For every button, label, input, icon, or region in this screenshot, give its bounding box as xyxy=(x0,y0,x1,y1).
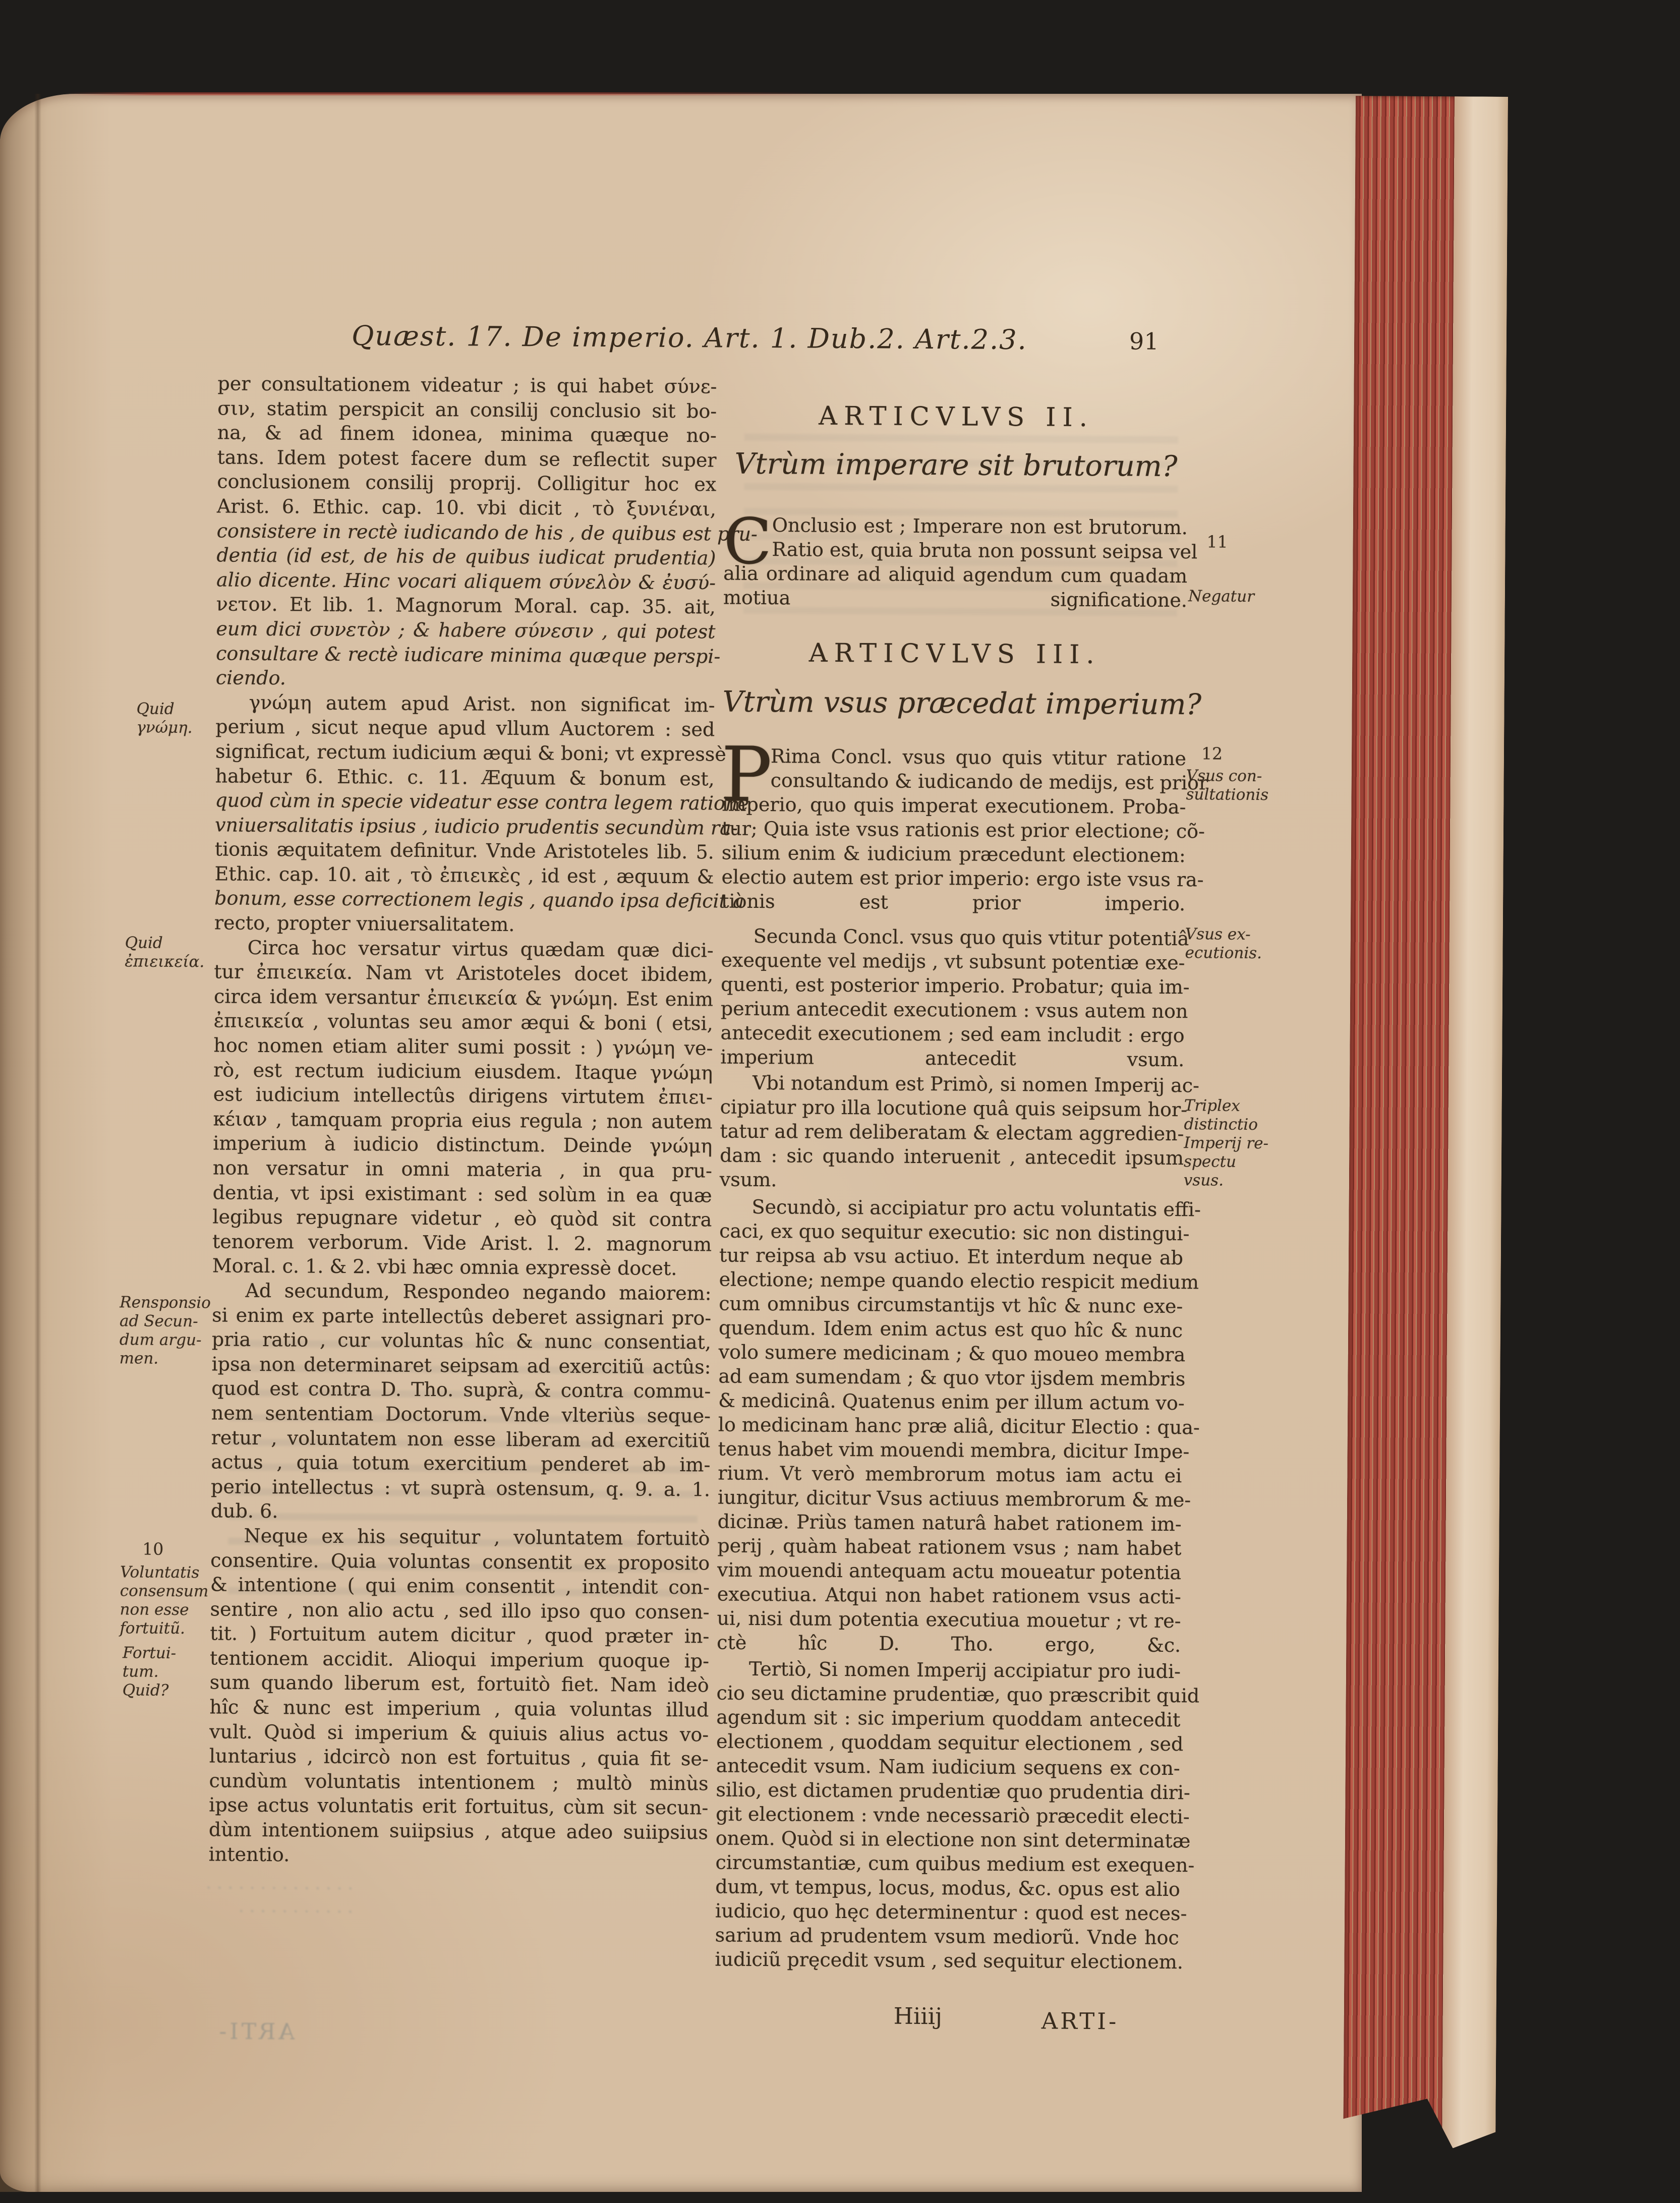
text-line: sum quando liberum est, fortuitò fiet. Nam ideò xyxy=(209,1671,709,1697)
text-line: ἐπιεικεία. xyxy=(125,952,205,971)
text-line: legibus repugnare videtur , eò quòd sit contra xyxy=(212,1205,712,1231)
text-line: Fortui- xyxy=(122,1644,177,1662)
text-line: alio dicente. Hinc vocari aliquem σύνελὸν & ἐυσύ- xyxy=(216,568,716,594)
text-line: perio intellectus : vt suprà ostensum, q. 9. a. 1. xyxy=(210,1475,711,1501)
text-line: ad Secun- xyxy=(120,1312,198,1331)
text-line: iungitur, dicitur Vsus actiuus membrorum & me- xyxy=(717,1486,1191,1512)
margin-number-12: 12 xyxy=(1201,743,1223,764)
text-line: est iudicium intellectûs dirigens virtutem ἐπιει- xyxy=(213,1083,713,1109)
text-line: antecedit vsum. Nam iudicium sequens ex con- xyxy=(716,1754,1180,1780)
text-line: caci, ex quo sequitur executio: sic non distingui- xyxy=(719,1220,1190,1245)
text-line: dùm intentionem suiipsius , atque adeo suiipsius xyxy=(208,1818,709,1844)
margin-number-10: 10 xyxy=(142,1539,164,1559)
text-line: iudicio, quo hęc determinentur : quod est neces- xyxy=(715,1899,1187,1925)
text-line: onem. Quòd si in electione non sint determinatæ xyxy=(715,1827,1191,1852)
text-line: Circa hoc versatur virtus quædam quæ dici- xyxy=(247,936,714,962)
text-line: rium. Vt verò membrorum motus iam actu ei xyxy=(718,1462,1182,1487)
text-line: silio, est dictamen prudentiæ quo prudentia diri- xyxy=(716,1778,1190,1804)
text-line: silium enim & iudicium præcedunt electionem: xyxy=(721,841,1186,867)
margin-note-vsus-executionis xyxy=(1185,925,1262,963)
text-line: electionem , quoddam sequitur electionem , sed xyxy=(716,1730,1184,1756)
secundo-paragraph xyxy=(717,1195,1201,1658)
text-line: si enim ex parte intellectûs deberet assignari pro- xyxy=(212,1303,712,1329)
text-line: tum. xyxy=(122,1662,159,1681)
text-line: Triplex xyxy=(1184,1096,1240,1115)
text-line: tenus habet vim mouendi membra, dicitur Impe- xyxy=(718,1437,1190,1463)
text-line: tit. ) Fortuitum autem dicitur , quod præter in- xyxy=(210,1622,710,1648)
text-line: pria ratio , cur voluntas hîc & nunc consentiat, xyxy=(211,1328,712,1354)
text-line: Vbi notandum est Primò, si nomen Imperij ac- xyxy=(752,1071,1200,1097)
drop-cap-P: P xyxy=(721,731,773,820)
text-line: circa idem versantur ἐπιεικεία & γνώμη. Est enim xyxy=(213,985,714,1011)
text-line: eum dici συνετὸν ; & habere σύνεσιν , qui potest xyxy=(216,617,716,643)
text-line: electione; nempe quando electio respicit medium xyxy=(719,1268,1199,1294)
text-line: ipsa non determinaret seipsam ad exercitiũ actûs: xyxy=(211,1353,711,1378)
text-line: fortuitũ. xyxy=(120,1619,186,1638)
vbi-notandum xyxy=(719,1071,1200,1195)
margin-number-11: 11 xyxy=(1206,532,1228,552)
text-line: hîc & nunc est imperium , quia voluntas illud xyxy=(209,1696,709,1721)
paragraph xyxy=(209,1523,710,1869)
text-line: ecutionis. xyxy=(1185,944,1262,963)
prima-conclusio xyxy=(721,731,1208,916)
text-line: ἐπιεικεία , voluntas seu amor æqui & boni ( etsi, xyxy=(213,1009,713,1035)
text-line: conclusionem consilij proprij. Colligitur hoc ex xyxy=(217,470,717,496)
article-2-conclusion xyxy=(723,505,1198,613)
text-line: tatur ad rem deliberatam & electam aggredien- xyxy=(720,1120,1184,1145)
article-2-question: Vtrùm imperare sit brutorum? xyxy=(734,447,1178,484)
text-line: consistere in rectè iudicando de his , de quibus est pru- xyxy=(216,519,758,545)
text-line: perij , quàm habeat rationem vsus ; nam habet xyxy=(717,1534,1182,1560)
text-line: ad eam sumendam ; & quo vtor ijsdem membris xyxy=(718,1365,1186,1390)
text-line: Moral. c. 1. & 2. vbi hæc omnia expressè docet. xyxy=(212,1254,677,1280)
text-line: spectu xyxy=(1183,1152,1237,1171)
text-line: per consultationem videatur ; is qui habet σύνε- xyxy=(217,372,717,398)
text-line: ui, nisi dum potentia executiua mouetur ; vt re- xyxy=(717,1607,1181,1633)
text-line: na, & ad finem idonea, minima quæque no- xyxy=(217,421,717,447)
text-line: luntarius , idcircò non est fortuitus , quia fit se- xyxy=(209,1745,709,1770)
text-line: consultando & iudicando de medijs, est prior xyxy=(770,769,1208,794)
margin-note-quid-epieikeia xyxy=(125,934,204,971)
text-line: tionis est prior imperio. xyxy=(721,890,1186,915)
text-line: bonum, esse correctionem legis , quando ipsa deficit à xyxy=(214,887,744,913)
text-line: cipiatur pro illa locutione quâ quis seipsum hor- xyxy=(720,1095,1188,1121)
text-line: κέιαν , tamquam propria eius regula ; non autem xyxy=(213,1108,713,1133)
text-line: motiua significatione. xyxy=(723,586,1188,612)
article-2-heading: ARTICVLVS II. xyxy=(819,401,1094,433)
running-header xyxy=(0,318,1360,356)
catchword: ARTI- xyxy=(1041,2007,1119,2035)
text-line: vult. Quòd si imperium & quiuis alius actus vo- xyxy=(209,1720,709,1746)
paragraph xyxy=(211,1278,712,1526)
margin-note-responsio xyxy=(120,1293,211,1368)
text-line: dum, vt tempus, locus, modus, &c. opus est alio xyxy=(715,1875,1180,1901)
text-line: hoc nomen etiam aliter sumi possit : ) γνώμη ve- xyxy=(213,1034,713,1060)
bleed-through-text: ARTI- xyxy=(216,2018,295,2045)
text-line: Imperij re- xyxy=(1184,1134,1269,1153)
text-line: Onclusio est ; Imperare non est brutorum. xyxy=(772,514,1188,539)
text-line: consultare & rectè iudicare minima quæque perspi- xyxy=(216,642,721,668)
text-line: recto, propter vniuersalitatem. xyxy=(214,911,515,936)
text-line: retur , voluntatem non esse liberam ad exercitiũ xyxy=(211,1426,711,1452)
margin-note-voluntatis xyxy=(120,1563,208,1638)
text-line: volo sumere medicinam ; & quo moueo membra xyxy=(718,1341,1186,1366)
fore-edge xyxy=(1343,96,1508,2149)
text-line: imperium à iudicio distinctum. Deinde γνώμη xyxy=(213,1132,713,1157)
text-line: exequente vel medijs , vt subsunt potentiæ exe- xyxy=(721,949,1185,974)
text-line: Ad secundum, Respondeo negando maiorem: xyxy=(245,1279,712,1305)
text-line: dicinæ. Priùs tamen naturâ habet rationem im- xyxy=(717,1510,1182,1536)
text-line: ciendo. xyxy=(215,666,286,689)
text-line: Quid? xyxy=(122,1681,169,1700)
text-line: dam : sic quando interuenit , antecedit ipsum xyxy=(720,1144,1184,1170)
running-header-title: Quæst. 17. De imperio. Art. 1. Dub.2. Art.2.3. xyxy=(351,320,1027,356)
text-line: Voluntatis xyxy=(120,1563,200,1582)
text-line: consensum xyxy=(120,1582,209,1601)
text-line: dentia (id est, de his de quibus iudicat prudentia) xyxy=(216,544,716,569)
text-line: Negatur xyxy=(1188,587,1255,606)
text-line: habetur 6. Ethic. c. 11. Æquum & bonum est, xyxy=(215,764,715,790)
text-line: & intentione ( qui enim consentit , intendit con- xyxy=(210,1573,710,1599)
text-line: γνώμη autem apud Arist. non significat im- xyxy=(249,691,715,717)
text-line: alia ordinare ad aliquid agendum cum quadam xyxy=(723,562,1188,588)
text-line: ctè hîc D. Tho. ergo, &c. xyxy=(717,1631,1181,1657)
text-line: tans. Idem potest facere dum se reflectit super xyxy=(217,446,717,472)
text-line: Vsus ex- xyxy=(1185,925,1251,944)
text-line: dum argu- xyxy=(119,1330,202,1350)
text-line: sarium ad prudentem vsum mediorũ. Vnde hoc xyxy=(715,1924,1179,1949)
margin-note-quid-gnome xyxy=(136,700,193,737)
text-line: ipse actus voluntatis erit fortuitus, cùm sit secun- xyxy=(209,1793,709,1819)
page-content xyxy=(0,90,1362,2196)
margin-note-vsus-consultationis xyxy=(1186,767,1268,804)
text-line: Secunda Concl. vsus quo quis vtitur potentiâ xyxy=(753,924,1189,950)
text-line: Secundò, si accipiatur pro actu voluntatis effi- xyxy=(751,1195,1201,1221)
text-line: & medicinâ. Quatenus enim per illum actum vo- xyxy=(718,1389,1185,1415)
article-3-heading: ARTICVLVS III. xyxy=(808,638,1101,670)
text-line: Quid xyxy=(125,934,163,952)
text-line: σιν, statim perspicit an consilij conclusio sit bo- xyxy=(217,396,717,423)
text-line: quendum. Idem enim actus est quo hîc & nunc xyxy=(718,1316,1183,1342)
text-line: quod cùm in specie videatur esse contra legem ratione xyxy=(215,789,749,815)
margin-note-negatur xyxy=(1188,587,1254,606)
text-line: dub. 6. xyxy=(210,1499,278,1523)
text-line: Vsus con- xyxy=(1186,767,1262,786)
text-line: non esse xyxy=(120,1600,189,1619)
book-page xyxy=(0,94,1362,2192)
tertio-paragraph xyxy=(715,1656,1200,1974)
text-line: vsus. xyxy=(1183,1171,1224,1190)
text-line: Ethic. cap. 10. ait , τὸ ἐπιεικὲς , id est , æquum & xyxy=(214,862,714,888)
page-number: 91 xyxy=(1129,327,1159,355)
text-line: tentionem accidit. Alioqui imperium quoque ip- xyxy=(209,1647,710,1672)
text-line: men. xyxy=(119,1349,159,1368)
text-line: vniuersalitatis ipsius , iudicio prudentis secundùm ra- xyxy=(214,814,738,839)
text-line: Neque ex his sequitur , voluntatem fortuitò xyxy=(244,1524,710,1550)
text-line: tenorem verborum. Vide Arist. l. 2. magnorum xyxy=(212,1230,712,1256)
text-line: Ratio est, quia bruta non possunt seipsa vel xyxy=(772,538,1198,563)
fore-edge-outer-page xyxy=(1442,96,1508,2149)
text-line: Quid xyxy=(136,700,175,718)
text-line: νετον. Et lib. 1. Magnorum Moral. cap. 35. ait, xyxy=(216,593,716,618)
text-line: electio autem est prior imperio: ergo iste vsus ra- xyxy=(721,865,1204,891)
text-line: tur; Quia iste vsus rationis est prior electione; cõ- xyxy=(721,817,1205,843)
text-line: executiua. Atqui non habet rationem vsus acti- xyxy=(717,1583,1181,1608)
paragraph xyxy=(215,371,758,693)
text-line: consentire. Quia voluntas consentit ex proposito xyxy=(210,1548,710,1574)
text-line: tur ἐπιεικεία. Nam vt Aristoteles docet ibidem, xyxy=(214,960,714,986)
text-line: nem sententiam Doctorum. Vnde vlteriùs seque- xyxy=(211,1402,711,1427)
article-3-question: Vtrùm vsus præcedat imperium? xyxy=(722,685,1202,722)
text-line: γνώμη. xyxy=(136,718,193,737)
text-line: cum omnibus circumstantijs vt hîc & nunc exe- xyxy=(719,1292,1183,1318)
signature-mark: Hiiij xyxy=(893,2002,943,2030)
bleed-through-lines: · · · · · · · · · · · · · · · · · · · · · · · · · xyxy=(206,1878,354,1923)
text-line: Rima Concl. vsus quo quis vtitur ratione xyxy=(770,745,1187,770)
text-line: circumstantiæ, cum quibus medium est exequen- xyxy=(715,1851,1195,1877)
text-line: Arist. 6. Ethic. cap. 10. vbi dicit , τὸ ξυνιέναι, xyxy=(216,495,717,520)
text-line: perium , sicut neque apud vllum Auctorem : sed xyxy=(215,715,715,741)
text-line: cio seu dictamine prudentiæ, quo præscribit quid xyxy=(716,1682,1200,1707)
text-line: sentire , non alio actu , sed illo ipso quo consen- xyxy=(210,1598,710,1624)
text-line: rò, est rectum iudicium eiusdem. Itaque γνώμη xyxy=(213,1059,713,1084)
text-line: Tertiò, Si nomen Imperij accipiatur pro iudi- xyxy=(748,1657,1181,1683)
text-line: actus , quia totum exercitium penderet ab im- xyxy=(211,1451,711,1476)
text-line: tur reipsa ab vsu actiuo. Et interdum neque ab xyxy=(719,1244,1184,1269)
text-line: iudiciũ pręcedit vsum , sed sequitur electionem. xyxy=(715,1948,1184,1974)
text-line: dentia, vt ipsi existimant : sed solùm in ea quæ xyxy=(212,1181,712,1207)
text-line: quenti, est posterior imperio. Probatur; quia im- xyxy=(721,973,1190,999)
text-line: sultationis xyxy=(1186,785,1269,804)
text-line: cundùm voluntatis intentionem ; multò minùs xyxy=(209,1769,709,1795)
text-line: imperio, quo quis imperat executionem. Proba- xyxy=(722,793,1186,819)
text-line: intentio. xyxy=(208,1842,290,1866)
text-line: quod est contra D. Tho. suprà, & contra commu- xyxy=(211,1377,711,1403)
text-line: lo medicinam hanc præ aliâ, dicitur Electio : qua- xyxy=(718,1413,1200,1439)
secunda-conclusio xyxy=(720,924,1190,1072)
text-line: git electionem : vnde necessariò præcedit electi- xyxy=(716,1803,1190,1828)
text-line: imperium antecedit vsum. xyxy=(720,1046,1185,1071)
paragraph xyxy=(214,690,749,938)
text-line: tionis æquitatem definitur. Vnde Aristoteles lib. 5. xyxy=(214,838,714,863)
text-line: antecedit executionem ; sed eam includit : ergo xyxy=(720,1021,1185,1047)
text-line: Rensponsio xyxy=(120,1293,211,1312)
text-line: vim mouendi antequam actu moueatur potentia xyxy=(717,1558,1182,1584)
margin-note-triplex xyxy=(1184,1096,1269,1190)
text-line: vsum. xyxy=(719,1168,777,1191)
drop-cap-C: C xyxy=(723,505,772,579)
text-line: distinctio xyxy=(1184,1115,1258,1134)
text-line: non versatur in omni materia , in qua pru- xyxy=(212,1156,713,1182)
text-line: perium antecedit executionem : vsus autem non xyxy=(720,997,1188,1023)
margin-note-fortuitum xyxy=(123,1644,177,1700)
text-line: agendum sit : sic imperium quoddam antecedit xyxy=(716,1706,1181,1731)
paragraph xyxy=(212,935,714,1281)
text-line: significat, rectum iudicium æqui & boni; vt expressè xyxy=(215,740,726,766)
